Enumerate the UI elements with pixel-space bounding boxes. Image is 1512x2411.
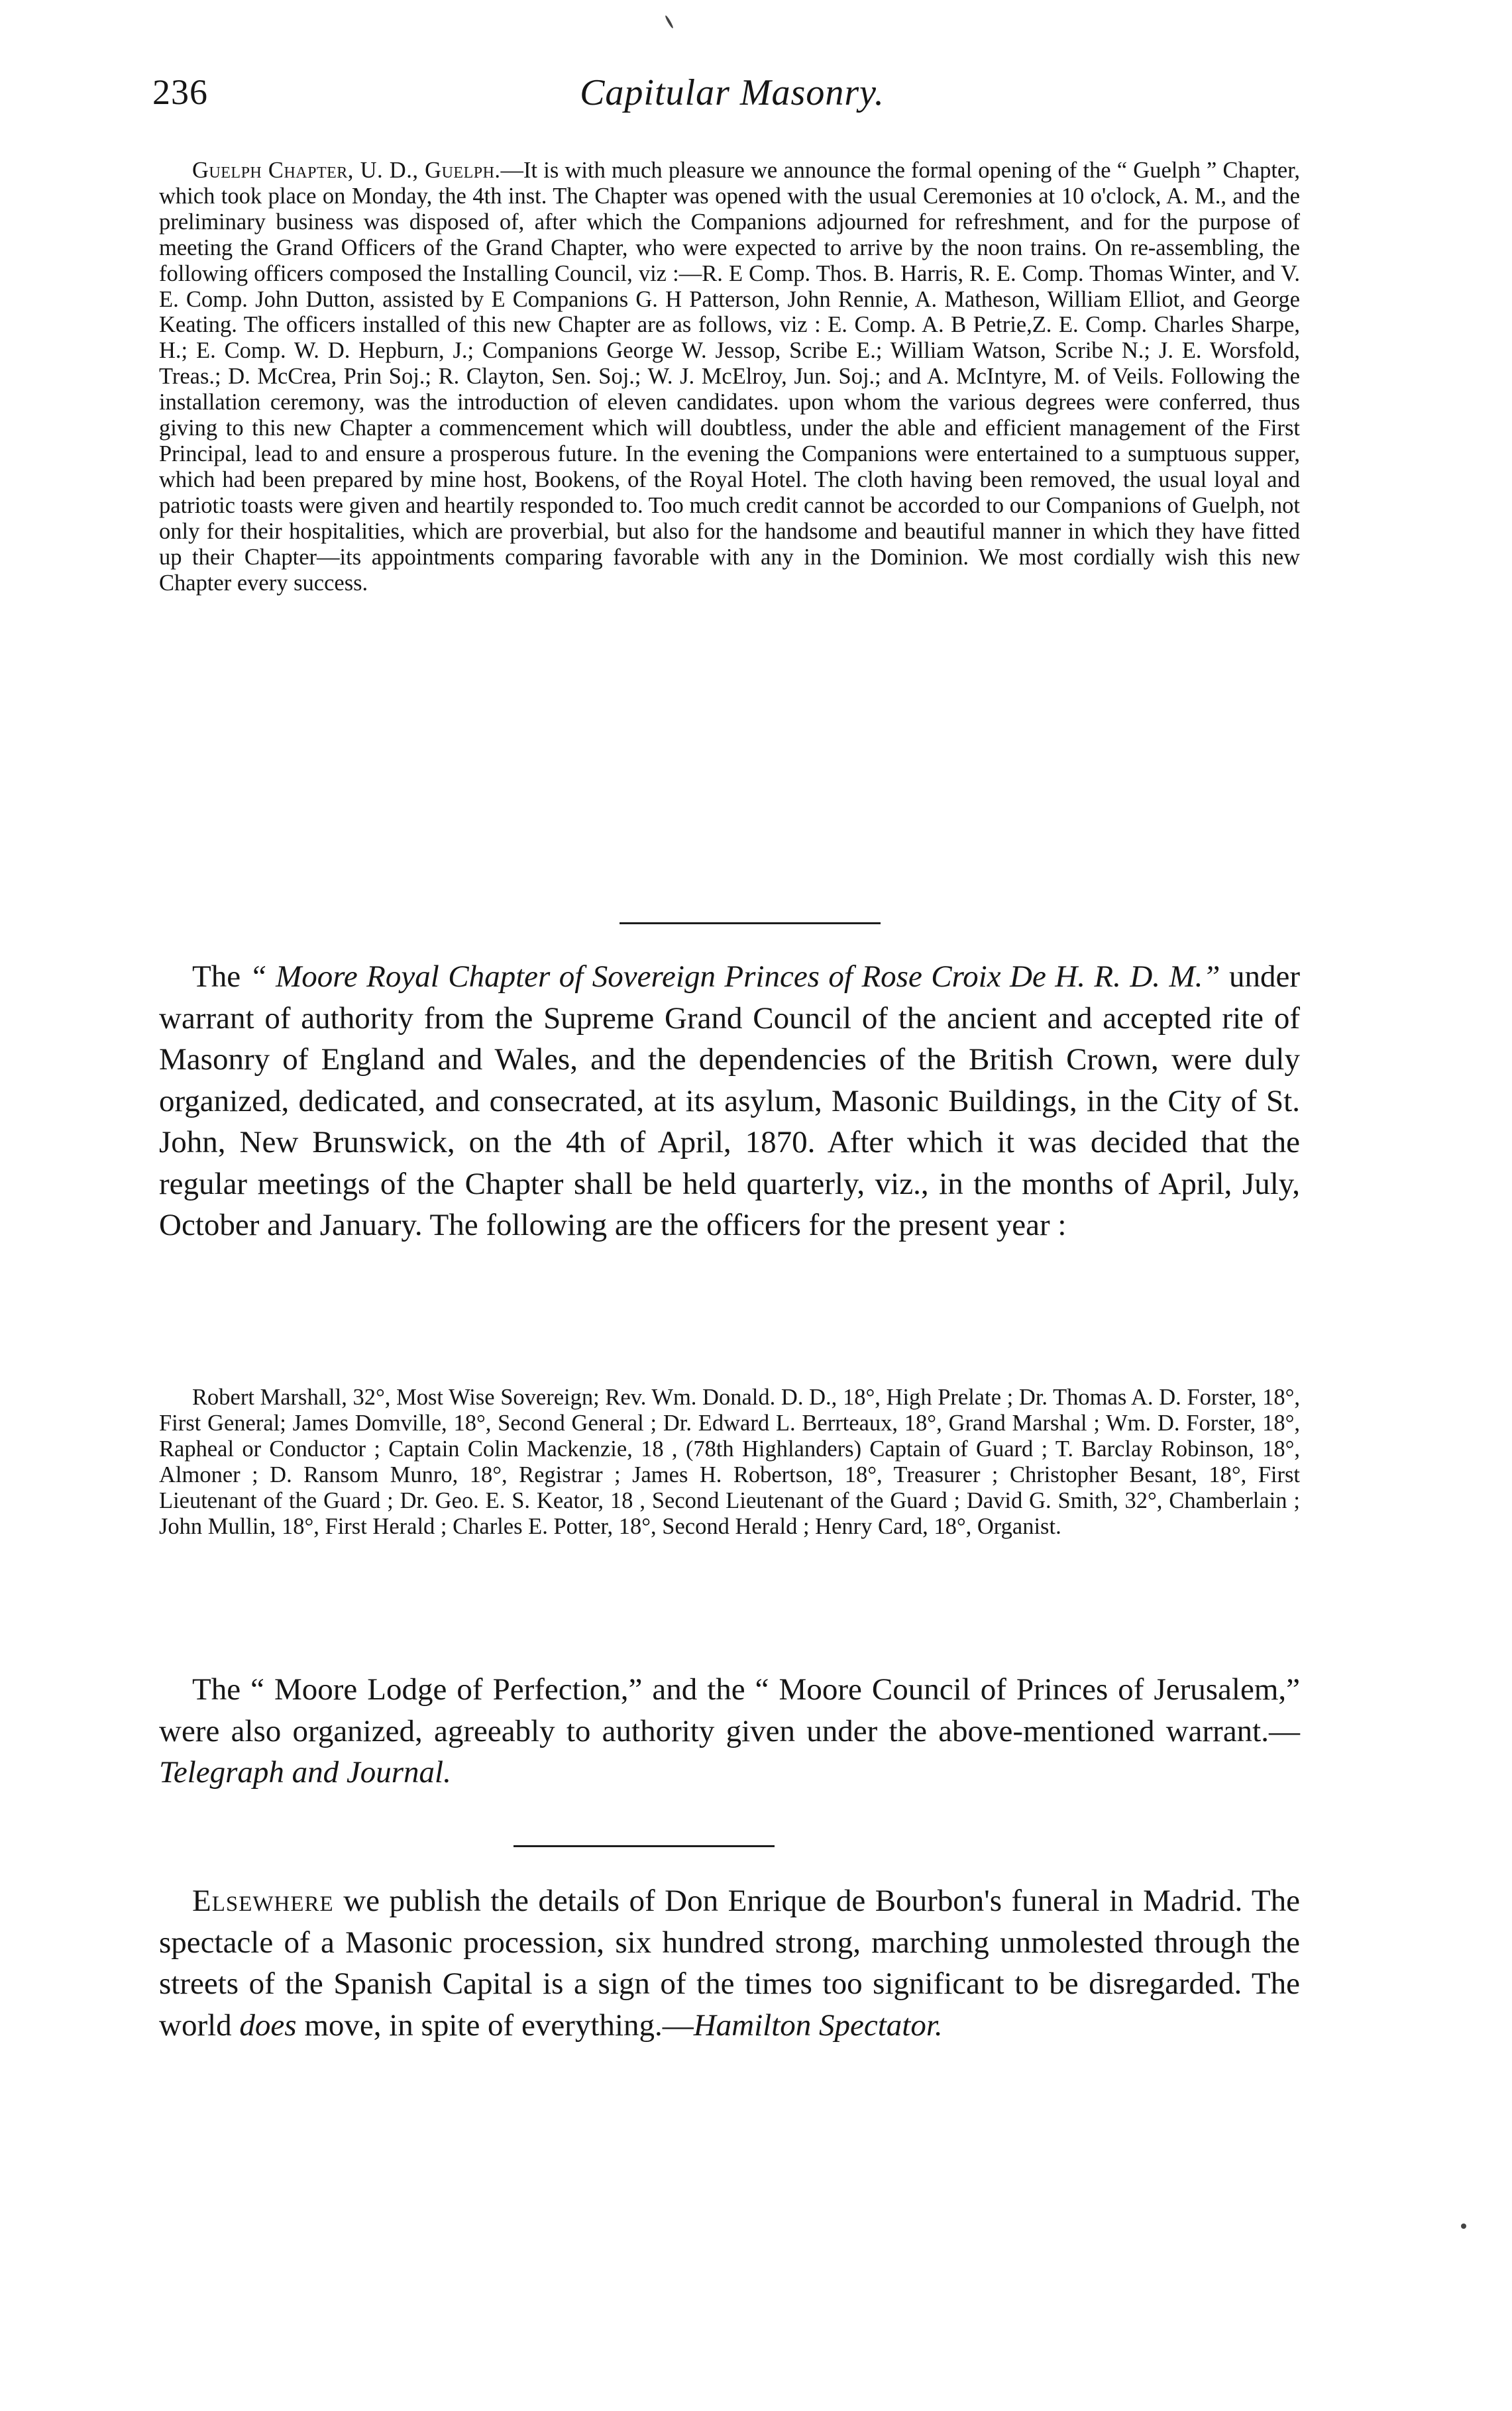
article-moore-chapter (159, 956, 1300, 1246)
article-bourbon-funeral (159, 1880, 1300, 2046)
article-moore-intro-body: under warrant of authority from the Supreme Grand Council of the ancient and accepted rite of Masonry of England and Wales, and the dependencies of the British Crown, were duly organized, dedicated, and consecrated, at its asylum, Masonic Buildings, in the City of St. John, New Brunswick, on the 4th of April, 1870. After which it was decided that the regular meetings of the Chapter shall be held quarterly, viz., in the months of April, July, October and January. The following are the officers for the present year : (159, 959, 1301, 1242)
article-moore-source: Telegraph and Journal. (159, 1755, 451, 1790)
article-guelph-lead: Guelph Chapter, U. D., Guelph. (192, 158, 501, 183)
article-bourbon-body-after: move, in spite of everything.— (296, 2008, 694, 2043)
page-number: 236 (152, 72, 208, 112)
article-bourbon-source: Hamilton Spectator. (693, 2008, 943, 2043)
article-moore-closing (159, 1669, 1300, 1794)
section-divider (513, 1845, 775, 1847)
ink-speck (1461, 2223, 1466, 2229)
ink-speck (665, 15, 674, 28)
article-moore-chapter-title: “ Moore Royal Chapter of Sovereign Princes of Rose Croix De H. R. D. M.” (249, 959, 1220, 994)
running-title: Capitular Masonry. (580, 72, 885, 113)
section-divider (620, 922, 881, 924)
article-guelph-body: —It is with much pleasure we announce the formal opening of the “ Guelph ” Chapter, which took place on Monday, the 4th inst. The Chapter was opened with the usual Ceremonies at 10 o'clock, A. M., and the preliminary business was disposed of, after which the Companions adjourned for refreshment, and for the purpose of meeting the Grand Officers of the Grand Chapter, who were expected to arrive by the noon trains. On re-assembling, the following officers composed the Installing Council, viz :—R. E Comp. Thos. B. Harris, R. E. Comp. Thomas Winter, and V. E. Comp. John Dutton, assisted by E Companions G. H Patterson, John Rennie, A. Matheson, William Elliot, and George Keating. The officers installed of this new Chapter are as follows, viz : E. Comp. A. B Petrie,Z. E. Comp. Charles Sharpe, H.; E. Comp. W. D. Hepburn, J.; Companions George W. Jessop, Scribe E.; William Watson, Scribe N.; J. E. Worsfold, Treas.; D. McCrea, Prin Soj.; R. Clayton, Sen. Soj.; W. J. McElroy, Jun. Soj.; and A. McIntyre, M. of Veils. Following the installation ceremony, was the introduction of eleven candidates. upon whom the various degrees were conferred, thus giving to this new Chapter a commencement which will doubtless, under the able and efficient management of the First Principal, lead to and ensure a prosperous future. In the evening the Companions were entertained to a sumptuous supper, which had been prepared by mine host, Bookens, of the Royal Hotel. The cloth having been removed, the usual loyal and patriotic toasts were given and heartily responded to. Too much credit cannot be accorded to our Companions of Guelph, not only for their hospitalities, which are proverbial, but also for the handsome and beautiful manner in which they have fitted up their Chapter—its appointments comparing favorable with any in the Dominion. We most cordially wish this new Chapter every success. (159, 158, 1300, 596)
article-moore-intro-the: The (192, 959, 241, 994)
article-moore-officers: Robert Marshall, 32°, Most Wise Sovereign; Rev. Wm. Donald. D. D., 18°, High Prelate ; Dr. Thomas A. D. Forster, 18°, First General; James Domville, 18°, Second General ; Dr. Edward L. Berrteaux, 18°, Grand Marshal ; Wm. D. Forster, 18°, Rapheal or Conductor ; Captain Colin Mackenzie, 18 , (78th Highlanders) Captain of Guard ; T. Barclay Robinson, 18°, Almoner ; D. Ransom Munro, 18°, Registrar ; James H. Robertson, 18°, Treasurer ; Christopher Besant, 18°, First Lieutenant of the Guard ; Dr. Geo. E. S. Keator, 18 , Second Lieutenant of the Guard ; David G. Smith, 32°, Chamberlain ; John Mullin, 18°, First Herald ; Charles E. Potter, 18°, Second Herald ; Henry Card, 18°, Organist. (159, 1385, 1300, 1539)
page-header (152, 72, 1312, 138)
article-moore-closing-body: The “ Moore Lodge of Perfection,” and the “ Moore Council of Princes of Jerusalem,” were also organized, agreeably to authority given under the above-mentioned warrant.— (159, 1672, 1300, 1748)
article-bourbon-lead: Elsewhere (192, 1884, 334, 1918)
article-guelph-chapter (159, 158, 1300, 596)
article-bourbon-emphasis: does (239, 2008, 297, 2043)
article-bourbon-body-before: we publish the details of Don Enrique de Bourbon's funeral in Madrid. The spectacle of a Masonic procession, six hundred strong, marching unmolested through the streets of the Spanish Capital is a sign of the times too significant to be disregarded. The world (159, 1884, 1300, 2043)
